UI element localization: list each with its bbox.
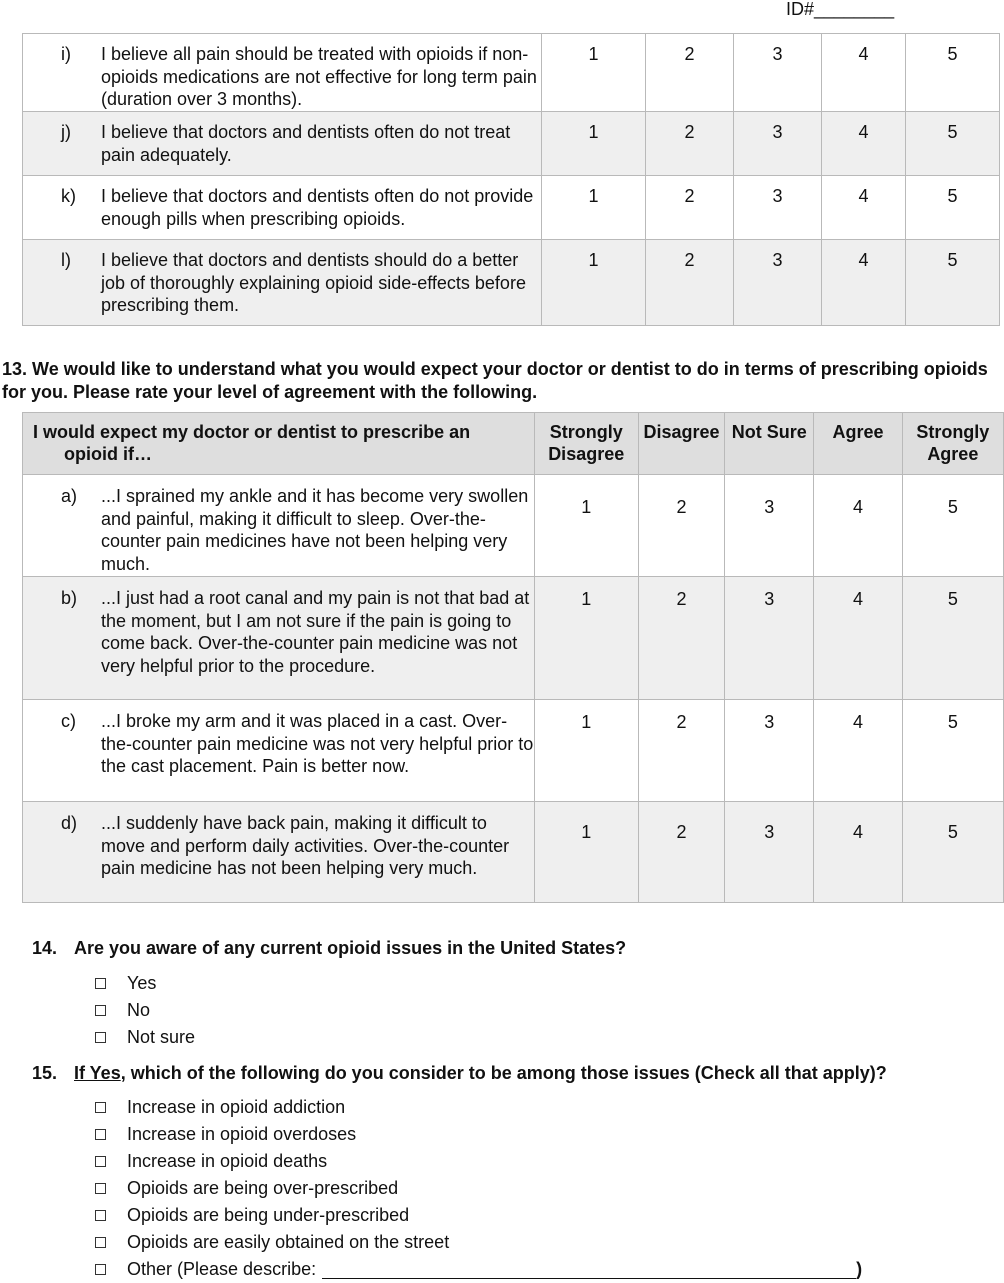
question-15-options [95, 1094, 862, 1283]
rating-option[interactable]: 1 [542, 240, 646, 326]
option-other[interactable] [95, 1256, 862, 1283]
rating-option[interactable]: 2 [646, 176, 734, 240]
checkbox[interactable] [95, 978, 106, 989]
checkbox[interactable] [95, 1129, 106, 1140]
rating-option[interactable]: 5 [902, 577, 1003, 700]
rating-option[interactable]: 3 [734, 112, 822, 176]
rating-option[interactable]: 5 [906, 112, 1000, 176]
rating-option[interactable]: 5 [906, 176, 1000, 240]
item-text: I believe that doctors and dentists should do a better job of thoroughly explaining opioid side-effects before prescribing them. [101, 250, 526, 315]
option-deaths[interactable] [95, 1148, 862, 1175]
rating-option[interactable]: 3 [734, 176, 822, 240]
item-letter: d) [61, 813, 78, 833]
closing-paren: ) [856, 1259, 863, 1279]
question-13-text: 13. We would like to understand what you would expect your doctor or dentist to do in terms of prescribing opioids for you. Please rate your level of agreement with the following. [2, 359, 988, 402]
id-number-field: ID#________ [786, 0, 895, 19]
rating-option[interactable]: 4 [822, 112, 906, 176]
question-14 [32, 937, 626, 960]
question-number: 15. [32, 1063, 58, 1083]
item-letter: a) [61, 486, 78, 506]
option-label: Opioids are easily obtained on the street [127, 1232, 450, 1252]
option-label: Increase in opioid overdoses [127, 1124, 357, 1144]
checkbox[interactable] [95, 1005, 106, 1016]
item-text: ...I broke my arm and it was placed in a cast. Over-the-counter pain medicine was not very helpful prior to the cast placement. Pain is better now. [101, 711, 534, 776]
rating-option[interactable]: 3 [725, 700, 814, 802]
rating-option[interactable]: 1 [534, 475, 638, 577]
rating-option[interactable]: 3 [725, 577, 814, 700]
table-row [23, 240, 1000, 326]
question-condition: If Yes [74, 1063, 121, 1083]
column-header-strongly-agree: Strongly Agree [902, 413, 1003, 475]
item-text: I believe that doctors and dentists often do not provide enough pills when prescribing opioids. [101, 186, 534, 229]
rating-option[interactable]: 2 [646, 112, 734, 176]
option-label: Opioids are being under-prescribed [127, 1205, 410, 1225]
other-describe-field[interactable] [322, 1261, 856, 1279]
option-addiction[interactable] [95, 1094, 862, 1121]
item-text: ...I suddenly have back pain, making it difficult to move and perform daily activities. Over-the-counter pain medicine has not been helping very much. [101, 813, 510, 878]
rating-option[interactable]: 2 [646, 34, 734, 112]
rating-option[interactable]: 2 [638, 577, 724, 700]
option-not-sure[interactable] [95, 1024, 195, 1051]
rating-option[interactable]: 4 [822, 240, 906, 326]
option-over-prescribed[interactable] [95, 1175, 862, 1202]
option-label: Increase in opioid addiction [127, 1097, 346, 1117]
agreement-table-continued [22, 33, 1000, 326]
question-15 [32, 1062, 887, 1085]
item-letter: j) [61, 122, 71, 142]
question-number: 14. [32, 938, 58, 958]
option-label: Not sure [127, 1027, 196, 1047]
rating-option[interactable]: 3 [725, 802, 814, 903]
rating-option[interactable]: 2 [646, 240, 734, 326]
table-row [23, 112, 1000, 176]
option-label: Increase in opioid deaths [127, 1151, 328, 1171]
checkbox[interactable] [95, 1156, 106, 1167]
header-statement: I would expect my doctor or dentist to prescribe an opioid if… [23, 413, 535, 475]
rating-option[interactable]: 1 [534, 802, 638, 903]
rating-option[interactable]: 3 [725, 475, 814, 577]
item-text: I believe that doctors and dentists often do not treat pain adequately. [101, 122, 511, 165]
checkbox[interactable] [95, 1032, 106, 1043]
rating-option[interactable]: 3 [734, 34, 822, 112]
table-row [23, 700, 1004, 802]
checkbox[interactable] [95, 1210, 106, 1221]
column-header-strongly-disagree: Strongly Disagree [534, 413, 638, 475]
rating-option[interactable]: 3 [734, 240, 822, 326]
question-14-options [95, 970, 195, 1051]
checkbox[interactable] [95, 1264, 106, 1275]
table-row [23, 577, 1004, 700]
table-row [23, 802, 1004, 903]
checkbox[interactable] [95, 1102, 106, 1113]
item-text: ...I sprained my ankle and it has become very swollen and painful, making it difficult to sleep. Over-the-counter pain medicines have not been helping very much. [101, 486, 529, 574]
option-label: Yes [127, 973, 157, 993]
table-row [23, 475, 1004, 577]
rating-option[interactable]: 1 [534, 700, 638, 802]
item-text: I believe all pain should be treated with opioids if non-opioids medications are not effective for long term pain (duration over 3 months). [101, 44, 537, 109]
option-label: Other (Please describe: [127, 1259, 317, 1279]
table-header-row [23, 413, 1004, 475]
rating-option[interactable]: 4 [822, 176, 906, 240]
rating-option[interactable]: 1 [542, 112, 646, 176]
rating-option[interactable]: 5 [906, 34, 1000, 112]
rating-option[interactable]: 5 [902, 802, 1003, 903]
rating-option[interactable]: 4 [814, 700, 902, 802]
option-label: No [127, 1000, 151, 1020]
option-overdoses[interactable] [95, 1121, 862, 1148]
rating-option[interactable]: 5 [906, 240, 1000, 326]
rating-option[interactable]: 5 [902, 475, 1003, 577]
rating-option[interactable]: 2 [638, 700, 724, 802]
rating-option[interactable]: 1 [542, 34, 646, 112]
question-text: Are you aware of any current opioid issues in the United States? [74, 938, 627, 958]
checkbox[interactable] [95, 1183, 106, 1194]
item-letter: i) [61, 44, 71, 64]
checkbox[interactable] [95, 1237, 106, 1248]
rating-option[interactable]: 2 [638, 802, 724, 903]
option-under-prescribed[interactable] [95, 1202, 862, 1229]
question-13-table [22, 412, 1004, 903]
question-text: , which of the following do you consider to be among those issues (Check all that apply)? [120, 1063, 887, 1083]
rating-option[interactable]: 2 [638, 475, 724, 577]
item-letter: b) [61, 588, 78, 608]
option-yes[interactable] [95, 970, 195, 997]
rating-option[interactable]: 4 [822, 34, 906, 112]
item-letter: c) [61, 711, 76, 731]
item-letter: k) [61, 186, 76, 206]
rating-option[interactable]: 5 [902, 700, 1003, 802]
rating-option[interactable]: 4 [814, 577, 902, 700]
rating-option[interactable]: 4 [814, 475, 902, 577]
table-row [23, 176, 1000, 240]
column-header-agree: Agree [814, 413, 902, 475]
column-header-disagree: Disagree [638, 413, 724, 475]
rating-option[interactable]: 1 [534, 577, 638, 700]
option-label: Opioids are being over-prescribed [127, 1178, 399, 1198]
table-row [23, 34, 1000, 112]
option-street[interactable] [95, 1229, 862, 1256]
option-no[interactable] [95, 997, 195, 1024]
rating-option[interactable]: 1 [542, 176, 646, 240]
rating-option[interactable]: 4 [814, 802, 902, 903]
column-header-not-sure: Not Sure [725, 413, 814, 475]
item-letter: l) [61, 250, 71, 270]
item-text: ...I just had a root canal and my pain is not that bad at the moment, but I am not sure if the pain is going to come back. Over-the-counter pain medicine was not very helpful prior to the procedure. [101, 588, 530, 676]
